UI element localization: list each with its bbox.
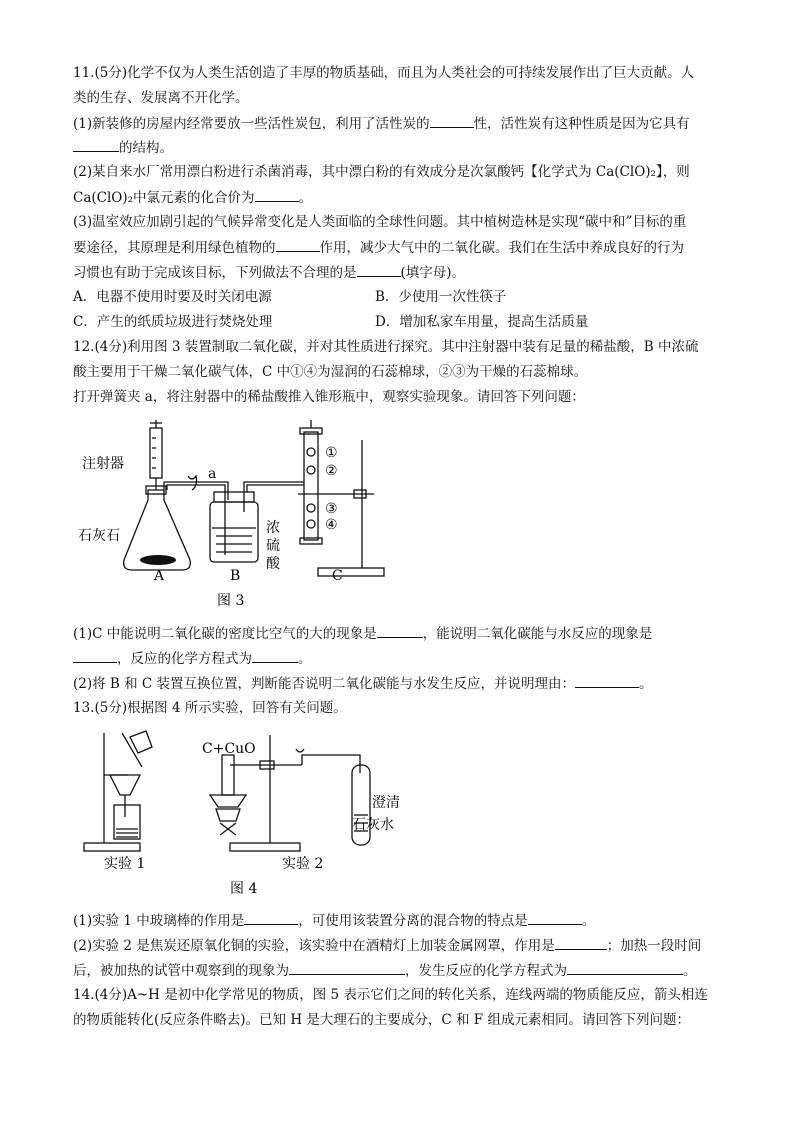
syringe-label: 注射器: [82, 456, 124, 472]
q12-s1c: ，反应的化学方程式为: [117, 651, 252, 667]
q13-s1a: (1)实验 1 中玻璃棒的作用是: [73, 913, 245, 929]
q12-sub1-cont: [73, 648, 312, 669]
exp2-label: 实验 2: [282, 856, 324, 872]
q13-line1: 13.(5分)根据图 4 所示实验，回答有关问题。: [73, 700, 347, 716]
q11-s3c: 作用，减少大气中的二氧化碳。我们在生活中养成良好的行为: [319, 240, 684, 256]
beaker: [114, 805, 140, 839]
answer-blank[interactable]: [252, 648, 298, 663]
pouring-beaker: [130, 731, 152, 753]
clip-a-label: a: [208, 466, 217, 482]
ball-4: ④: [325, 517, 338, 533]
stand-base: [318, 568, 384, 576]
q12-sub1: [73, 623, 652, 644]
q11-sub2: (2)某自来水厂常用漂白粉进行杀菌消毒，其中漂白粉的有效成分是次氯酸钙【化学式为 Ca(ClO)₂】，则: [73, 164, 690, 180]
ball-3: ③: [325, 501, 338, 517]
q13-s2c: 后，被加热的试管中观察到的现象为: [73, 963, 289, 979]
q12-s1a: (1)C 中能说明二氧化碳的密度比空气的大的现象是: [73, 626, 377, 642]
q11-sub3-cont2: [73, 262, 465, 283]
test-tube: [222, 755, 234, 795]
q12-line1: 12.(4分)利用图 3 装置制取二氧化碳，并对其性质进行探究。其中注射器中装有足量的稀盐酸，B 中浓硫: [73, 339, 699, 355]
q11-s3b: 要途径，其原理是利用绿色植物的: [73, 240, 276, 256]
label-c: C: [332, 568, 343, 584]
q13-sub2: [73, 935, 701, 956]
option-d: D．增加私家车用量，提高生活质量: [375, 314, 589, 330]
q14-line1: 14.(4分)A~H 是初中化学常见的物质，图 5 表示它们之间的转化关系，连线两端的物质能反应，箭头相连: [73, 987, 708, 1003]
stand-base-2: [230, 843, 300, 851]
answer-blank[interactable]: [430, 113, 474, 128]
acid-label-3: 酸: [266, 556, 280, 572]
limestone-label: 石灰石: [78, 528, 120, 544]
figure-4-apparatus: [70, 725, 430, 900]
q12-sub2: [73, 673, 653, 694]
q11-line1: 11.(5分)化学不仅为人类生活创造了丰厚的物质基础，而且为人类社会的可持续发展作出了巨大贡献。人: [73, 65, 695, 81]
figure-3-apparatus: [70, 420, 400, 620]
stand-base-1: [84, 843, 140, 851]
q11-s2c: 。: [298, 190, 313, 206]
answer-blank[interactable]: [528, 910, 582, 925]
q13-sub2-cont: [73, 960, 697, 981]
answer-blank[interactable]: [567, 960, 683, 975]
option-b: B．少使用一次性筷子: [375, 289, 507, 305]
q13-s2e: 。: [683, 963, 697, 979]
exp1-label: 实验 1: [104, 856, 146, 872]
answer-blank[interactable]: [244, 910, 298, 925]
limewater-label-2: 石灰水: [352, 817, 394, 833]
q12-s1d: 。: [298, 651, 312, 667]
q12-s2b: 。: [639, 676, 653, 692]
syringe-barrel: [150, 428, 162, 478]
acid-label-1: 浓: [266, 520, 280, 536]
q13-s2b: ；加热一段时间: [606, 938, 702, 954]
q13-s2d: ，发生反应的化学方程式为: [405, 963, 567, 979]
answer-blank[interactable]: [73, 137, 119, 152]
q11-sub1: [73, 113, 690, 134]
option-a: A．电器不使用时要及时关闭电源: [73, 289, 272, 305]
q11-s3e: (填字母)。: [400, 265, 466, 281]
q13-s2a: (2)实验 2 是焦炭还原氧化铜的实验，该实验中在酒精灯上加装金属网罩，作用是: [73, 938, 555, 954]
answer-blank[interactable]: [73, 648, 117, 663]
limewater-tube: [352, 765, 370, 845]
ball-2: ②: [325, 463, 338, 479]
answer-blank[interactable]: [255, 187, 299, 202]
q11-sub2-cont: [73, 187, 312, 208]
alcohol-lamp: [216, 809, 240, 821]
q13-s1b: ，可使用该装置分离的混合物的特点是: [298, 913, 528, 929]
answer-blank[interactable]: [357, 262, 401, 277]
q12-line3: 打开弹簧夹 a，将注射器中的稀盐酸推入锥形瓶中，观察实验现象。请回答下列问题：: [73, 389, 585, 405]
glass-rod: [122, 733, 142, 767]
figure-3-caption: 图 3: [217, 593, 245, 609]
reagent-label: C+CuO: [202, 741, 256, 757]
q11-s1a: (1)新装修的房屋内经常要放一些活性炭包，利用了活性炭的: [73, 116, 430, 132]
q11-s1b: 性，活性炭有这种性质是因为它具有: [473, 116, 690, 132]
option-c: C．产生的纸质垃圾进行焚烧处理: [73, 314, 273, 330]
q11-line2: 类的生存、发展离不开化学。: [73, 90, 249, 106]
q11-s1c: 的结构。: [119, 140, 173, 156]
q12-line2: 酸主要用于干燥二氧化碳气体，C 中①④为湿润的石蕊棉球，②③为干燥的石蕊棉球。: [73, 364, 588, 380]
q13-s1c: 。: [581, 913, 596, 929]
funnel: [110, 775, 140, 795]
answer-blank[interactable]: [377, 623, 423, 638]
answer-blank[interactable]: [276, 237, 320, 252]
q12-s1b: ，能说明二氧化碳能与水反应的现象是: [422, 626, 653, 642]
answer-blank[interactable]: [575, 673, 639, 688]
q14-line2: 的物质能转化(反应条件略去)。已知 H 是大理石的主要成分，C 和 F 组成元素相同。请回答下列问题：: [73, 1012, 690, 1028]
figure-4-caption: 图 4: [230, 881, 258, 897]
acid-label-2: 硫: [266, 538, 280, 554]
q11-s3d: 习惯也有助于完成该目标，下列做法不合理的是: [73, 265, 357, 281]
limewater-label-1: 澄清: [372, 795, 400, 811]
answer-blank[interactable]: [289, 960, 405, 975]
ball-1: ①: [325, 445, 338, 461]
delivery-tube: [302, 755, 360, 773]
q11-s2b: Ca(ClO)₂中氯元素的化合价为: [73, 190, 255, 206]
gas-washing-bottle: [210, 502, 258, 562]
q13-sub1: [73, 910, 595, 931]
label-b: B: [230, 568, 241, 584]
q11-sub3: (3)温室效应加剧引起的气候异常变化是人类面临的全球性问题。其中植树造林是实现“碳中和”目标的重: [73, 214, 687, 230]
q11-sub1-cont: [73, 137, 173, 158]
answer-blank[interactable]: [555, 935, 607, 950]
q12-s2a: (2)将 B 和 C 装置互换位置，判断能否说明二氧化碳能与水发生反应，并说明理由：: [73, 676, 576, 692]
label-a: A: [154, 568, 165, 584]
q11-sub3-cont: [73, 237, 684, 258]
